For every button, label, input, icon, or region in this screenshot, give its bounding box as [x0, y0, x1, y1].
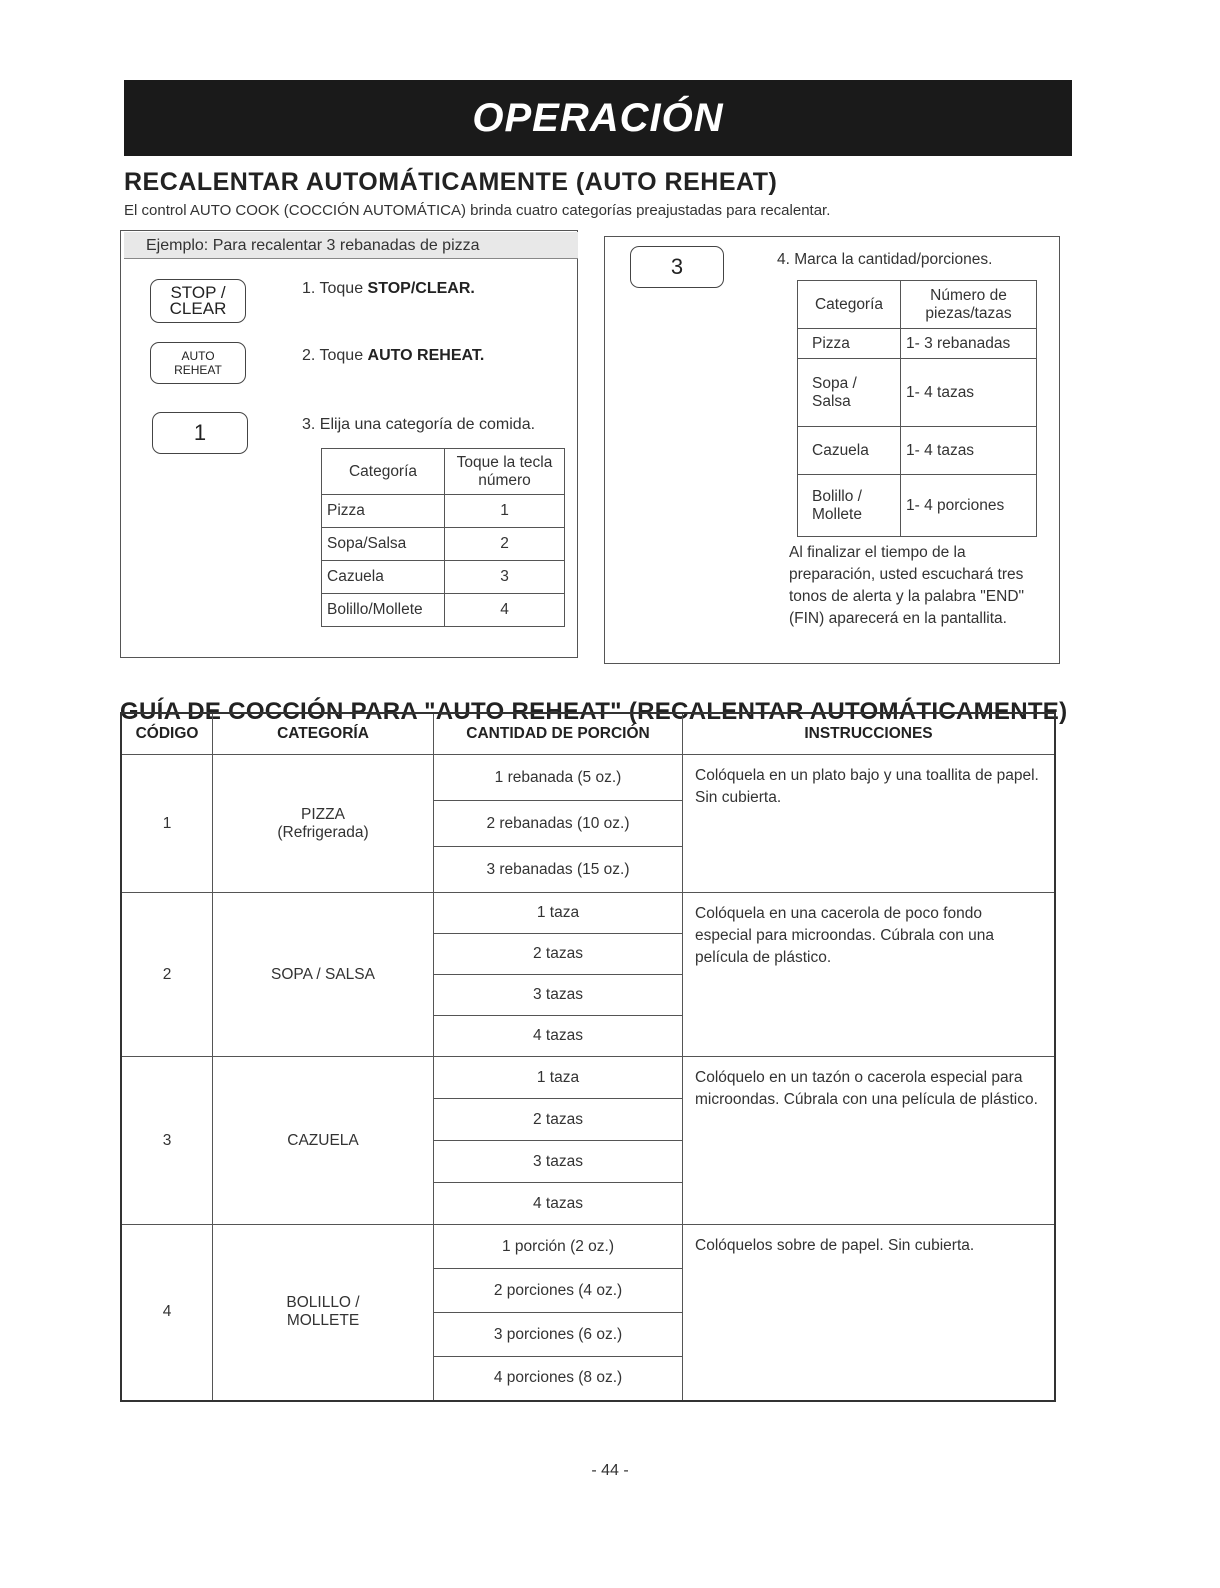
- key-number-cell: 2: [445, 528, 565, 561]
- category-cell: SOPA / SALSA: [213, 893, 434, 1057]
- portion-cell: 1 taza: [434, 1057, 683, 1099]
- step-3: 3. Elija una categoría de comida.: [302, 416, 536, 433]
- example-label: Ejemplo: Para recalentar 3 rebanadas de pizza: [124, 232, 578, 259]
- pieces-cell: 1- 4 porciones: [901, 475, 1037, 537]
- number-1-key-label: 1: [193, 420, 207, 445]
- code-cell: 1: [121, 755, 213, 893]
- category-cell: Pizza: [322, 495, 445, 528]
- step-1: [302, 280, 475, 298]
- pieces-header: Número de piezas/tazas: [901, 281, 1037, 329]
- category-cell: PIZZA (Refrigerada): [213, 755, 434, 893]
- category-table: [321, 448, 565, 627]
- instructions-cell: Colóquelos sobre de papel. Sin cubierta.: [683, 1225, 1056, 1401]
- step-4: 4. Marca la cantidad/porciones.: [777, 251, 993, 268]
- category-cell: Sopa / Salsa: [798, 359, 901, 427]
- pieces-cell: 1- 4 tazas: [901, 427, 1037, 475]
- code-header: CÓDIGO: [121, 713, 213, 755]
- key-number-cell: 1: [445, 495, 565, 528]
- category-header: CATEGORÍA: [213, 713, 434, 755]
- section-intro: El control AUTO COOK (COCCIÓN AUTOMÁTICA) brinda cuatro categorías preajustadas para recalentar.: [124, 202, 831, 219]
- guide-title: GUÍA DE COCCIÓN PARA "AUTO REHEAT" (RECALENTAR AUTOMÁTICAMENTE): [120, 698, 1068, 725]
- portion-cell: 4 tazas: [434, 1183, 683, 1225]
- page-banner: [124, 80, 1072, 156]
- portion-cell: 3 porciones (6 oz.): [434, 1313, 683, 1357]
- key-number-header: Toque la tecla número: [445, 449, 565, 495]
- pieces-cell: 1- 3 rebanadas: [901, 329, 1037, 359]
- banner-title: OPERACIÓN: [472, 95, 724, 140]
- instructions-cell: Colóquelo en un tazón o cacerola especial para microondas. Cúbrala con una película de plástico.: [683, 1057, 1056, 1225]
- step-2-bold: AUTO REHEAT.: [367, 347, 485, 364]
- category-cell: Cazuela: [798, 427, 901, 475]
- category-cell: Pizza: [798, 329, 901, 359]
- category-cell: BOLILLO / MOLLETE: [213, 1225, 434, 1401]
- code-cell: 4: [121, 1225, 213, 1401]
- category-cell: Cazuela: [322, 561, 445, 594]
- category-header: Categoría: [322, 449, 445, 495]
- end-note: Al finalizar el tiempo de la preparación, usted escuchará tres tonos de alerta y la palabra "END" (FIN) aparecerá en la pantallita.: [789, 544, 1025, 627]
- pieces-cell: 1- 4 tazas: [901, 359, 1037, 427]
- category-cell: Sopa/Salsa: [322, 528, 445, 561]
- portion-cell: 4 tazas: [434, 1016, 683, 1057]
- code-cell: 3: [121, 1057, 213, 1225]
- portion-cell: 3 rebanadas (15 oz.): [434, 847, 683, 893]
- category-header: Categoría: [798, 281, 901, 329]
- portion-header: CANTIDAD DE PORCIÓN: [434, 713, 683, 755]
- step-1-bold: STOP/CLEAR.: [367, 280, 475, 297]
- stop-clear-key: [150, 279, 246, 323]
- stop-clear-key-label: STOP / CLEAR: [169, 283, 227, 318]
- number-1-key: [152, 412, 248, 454]
- number-3-key: [630, 246, 724, 288]
- portion-cell: 2 rebanadas (10 oz.): [434, 801, 683, 847]
- portion-cell: 3 tazas: [434, 1141, 683, 1183]
- step-2-text: 2. Toque: [302, 347, 368, 364]
- key-number-cell: 4: [445, 594, 565, 627]
- number-3-key-label: 3: [670, 254, 684, 279]
- portion-cell: 2 tazas: [434, 934, 683, 975]
- auto-reheat-key-label: AUTO REHEAT: [174, 349, 222, 377]
- category-cell: CAZUELA: [213, 1057, 434, 1225]
- code-cell: 2: [121, 893, 213, 1057]
- step-2: [302, 347, 484, 365]
- cooking-guide-table: [120, 712, 1056, 1402]
- instructions-header: INSTRUCCIONES: [683, 713, 1056, 755]
- page-number: - 44 -: [591, 1462, 629, 1479]
- category-cell: Bolillo/Mollete: [322, 594, 445, 627]
- portion-cell: 2 tazas: [434, 1099, 683, 1141]
- portion-cell: 4 porciones (8 oz.): [434, 1357, 683, 1401]
- step-1-text: 1. Toque: [302, 280, 368, 297]
- section-title: RECALENTAR AUTOMÁTICAMENTE (AUTO REHEAT): [124, 168, 778, 196]
- quantity-table: [797, 280, 1037, 537]
- portion-cell: 1 taza: [434, 893, 683, 934]
- instructions-cell: Colóquela en una cacerola de poco fondo especial para microondas. Cúbrala con una película de plástico.: [683, 893, 1056, 1057]
- category-cell: Bolillo / Mollete: [798, 475, 901, 537]
- portion-cell: 1 porción (2 oz.): [434, 1225, 683, 1269]
- portion-cell: 1 rebanada (5 oz.): [434, 755, 683, 801]
- auto-reheat-key: [150, 342, 246, 384]
- instructions-cell: Colóquela en un plato bajo y una toallita de papel. Sin cubierta.: [683, 755, 1056, 893]
- key-number-cell: 3: [445, 561, 565, 594]
- portion-cell: 2 porciones (4 oz.): [434, 1269, 683, 1313]
- portion-cell: 3 tazas: [434, 975, 683, 1016]
